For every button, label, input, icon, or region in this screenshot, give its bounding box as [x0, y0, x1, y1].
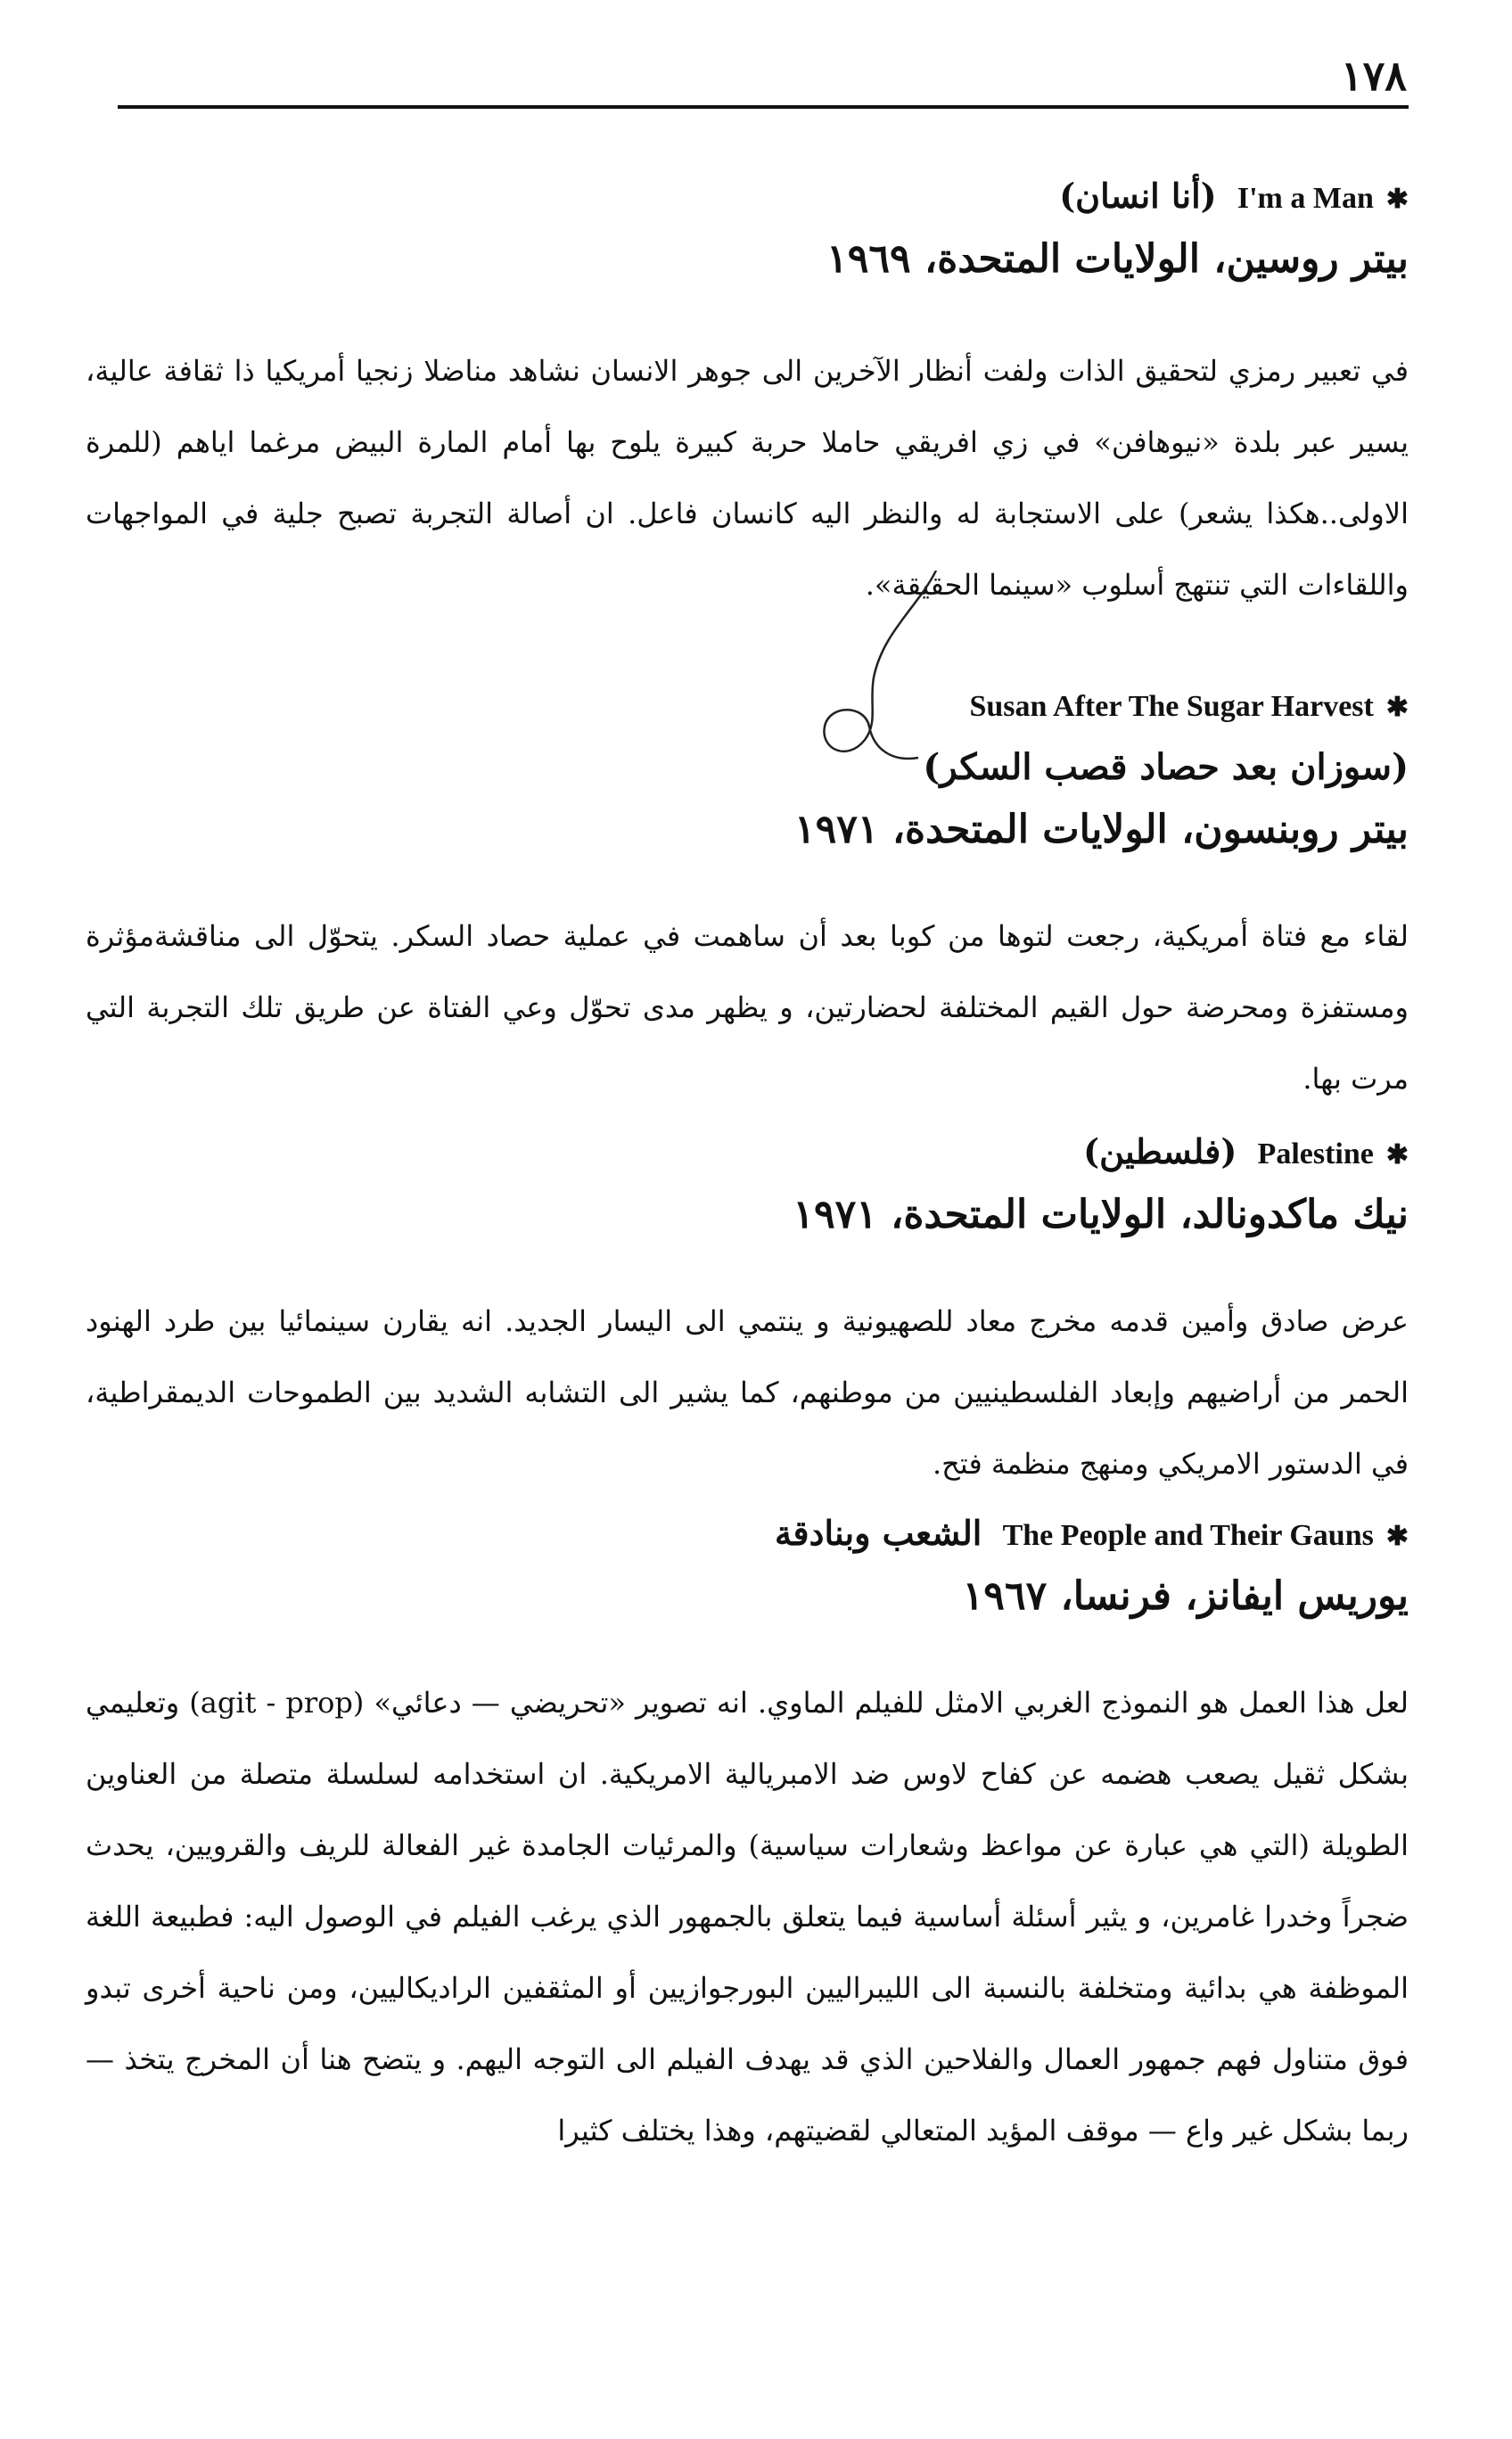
film-credit: بيتر روسين، الولايات المتحدة، ١٩٦٩: [826, 236, 1409, 282]
asterisk-icon: ✱: [1385, 184, 1409, 215]
film-title: [86, 169, 1409, 226]
film-credit: بيتر روبنسون، الولايات المتحدة، ١٩٧١: [793, 807, 1409, 852]
film-entry: [86, 1125, 1409, 1499]
film-description: لعل هذا العمل هو النموذج الغربي الامثل للفيلم الماوي. انه تصوير «تحريضي — دعائي» (agit - prop) وتعليمي بشكل ثقيل يصعب هضمه عن كفاح لاوس ضد الامبريالية الامريكية. ان استخدامه لسلسلة متصلة من العناوين الطويلة (التي هي عبارة عن مواعظ وشعارات سياسية) والمرئيات الجامدة غير الفعالة للريف والقرويين، يحدث ضجراً وخدرا غامرين، و يثير أسئلة أساسية فيما يتعلق بالجمهور الذي يرغب الفيلم في الوصول اليه: فطبيعة اللغة الموظفة هي بدائية ومتخلفة بالنسبة الى الليبراليين البورجوازيين أو المثقفين الراديكاليين، ومن ناحية أخرى تبدو فوق متناول فهم جمهور العمال والفلاحين الذي قد يهدف الفيلم الى التوجه اليهم. و يتضح هنا أن المخرج يتخذ — ربما بشكل غير واع — موقف المؤيد المتعالي لقضيتهم، وهذا يختلف كثيرا: [86, 1686, 1409, 2147]
asterisk-icon: ✱: [1385, 1521, 1409, 1552]
film-title-english: Palestine: [1257, 1137, 1374, 1170]
header-rule: [118, 105, 1409, 109]
film-title-english: The People and Their Gauns: [1002, 1519, 1374, 1552]
asterisk-icon: ✱: [1385, 692, 1409, 723]
film-description: لقاء مع فتاة أمريكية، رجعت لتوها من كوبا بعد أن ساهمت في عملية حصاد السكر. يتحوّل الى مناقشةمؤثرة ومستفزة ومحرضة حول القيم المختلفة لحضارتين، و يظهر مدى تحوّل وعي الفتاة عن طريق تلك التجربة التي مرت بها.: [86, 919, 1409, 1096]
film-title-english: Susan After The Sugar Harvest: [969, 690, 1374, 723]
film-credit: يوريس ايفانز، فرنسا، ١٩٦٧: [962, 1573, 1409, 1619]
film-entry: [86, 1507, 1409, 2166]
film-title-arabic: (أنا انسان): [1059, 176, 1217, 216]
film-entry: [86, 678, 1409, 1114]
page-number: ١٧٨: [1340, 52, 1407, 100]
film-credit: نيك ماكدونالد، الولايات المتحدة، ١٩٧١: [793, 1192, 1409, 1237]
film-title-arabic: (فلسطين): [1083, 1131, 1237, 1171]
film-title-arabic: (سوزان بعد حصاد قصب السكر): [923, 746, 1409, 788]
asterisk-icon: ✱: [1385, 1139, 1409, 1170]
film-title-english: I'm a Man: [1237, 182, 1374, 215]
film-title-arabic: الشعب وبنادقة: [774, 1513, 982, 1553]
film-title: [86, 1507, 1409, 1564]
film-title: [86, 678, 1409, 735]
film-entry: [86, 169, 1409, 620]
film-description: عرض صادق وأمين قدمه مخرج معاد للصهيونية و ينتمي الى اليسار الجديد. انه يقارن سينمائيا بين طرد الهنود الحمر من أراضيهم وإبعاد الفلسطينيين من موطنهم، كما يشير الى التشابه الشديد بين الطموحات الديمقراطية، في الدستور الامريكي ومنهج منظمة فتح.: [86, 1304, 1409, 1481]
film-description: في تعبير رمزي لتحقيق الذات ولفت أنظار الآخرين الى جوهر الانسان نشاهد مناضلا زنجيا أمريكيا ذا ثقافة عالية، يسير عبر بلدة «نيوهافن» في زي افريقي حاملا حربة كبيرة يلوح بها أمام المارة البيض مرغما اياهم (للمرة الاولى..هكذا يشعر) على الاستجابة له والنظر اليه كانسان فاعل. ان أصالة التجربة تصبح جلية في المواجهات واللقاءات التي تنتهج أسلوب «سينما الحقيقة».: [86, 354, 1409, 602]
film-title: [86, 1125, 1409, 1182]
